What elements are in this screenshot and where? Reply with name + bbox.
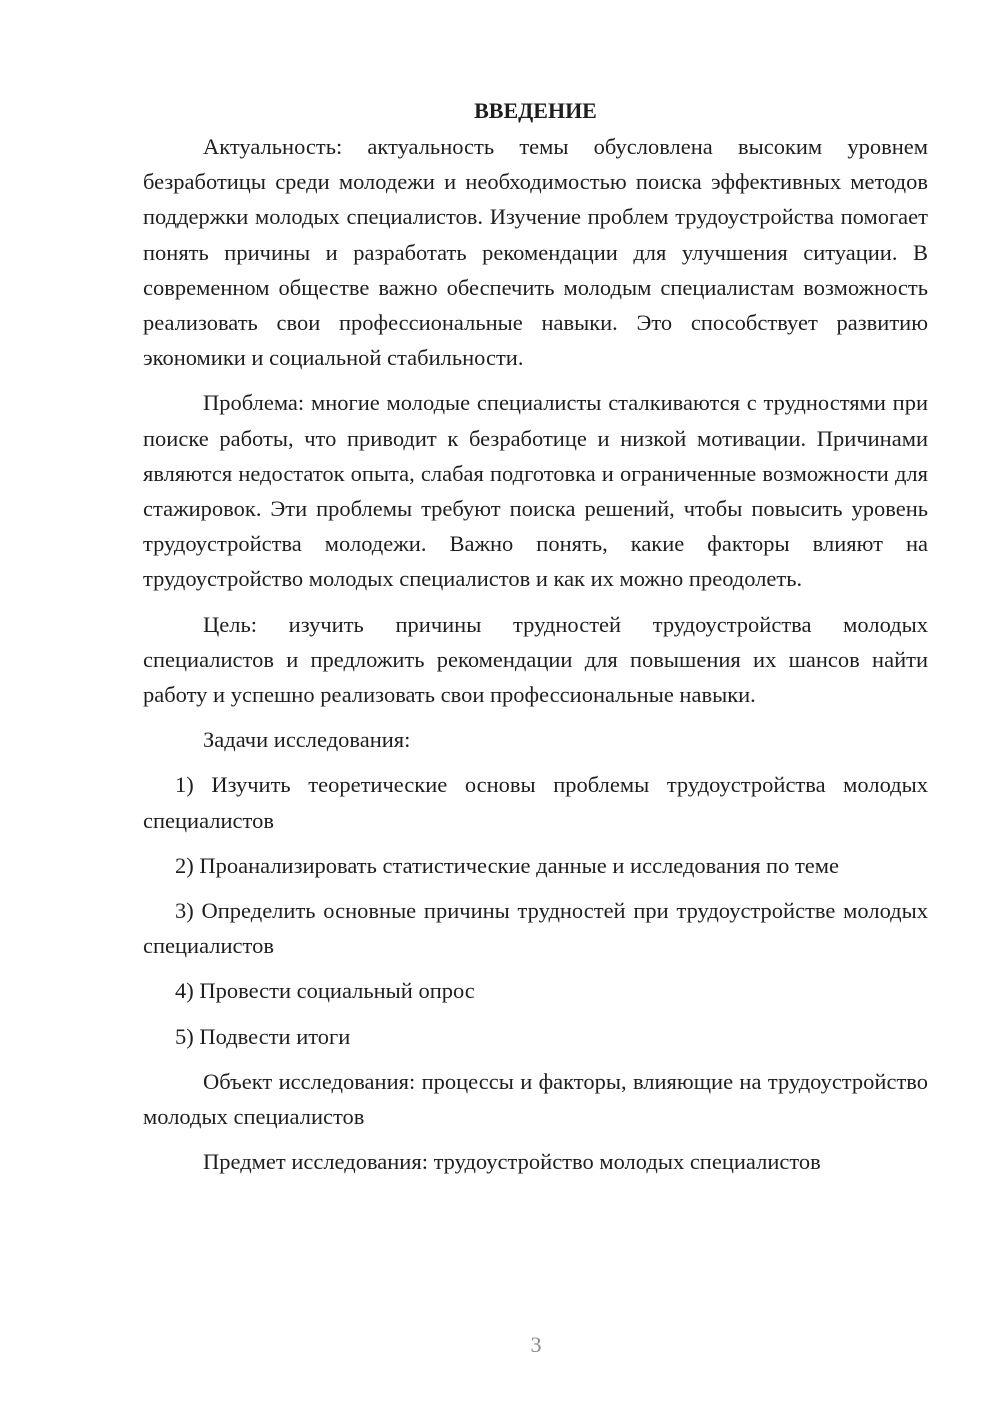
- subject-paragraph: Предмет исследования: трудоустройство молодых специалистов: [203, 1149, 821, 1175]
- document-page: [143, 96, 928, 1189]
- task-item-4: 4) Провести социальный опрос: [175, 978, 475, 1004]
- task-item-2: 2) Проанализировать статистические данные и исследования по теме: [175, 852, 840, 878]
- task-item-5: 5) Подвести итоги: [175, 1023, 351, 1049]
- page-title: ВВЕДЕНИЕ: [474, 98, 597, 123]
- object-paragraph: Объект исследования: процессы и факторы, влияющие на трудоустройство молодых специалистов: [143, 1068, 928, 1130]
- page-number: 3: [530, 1332, 542, 1357]
- relevance-paragraph: Актуальность: актуальность темы обусловлена высоким уровнем безработицы среди молодежи и необходимостью поиска эффективных методов поддержки молодых специалистов. Изучение проблем трудоустройства помогает понять причины и разработать рекомендации для улучшения ситуации. В современном обществе важно обеспечить молодым специалистам возможность реализовать свои профессиональные навыки. Это способствует развитию экономики и социальной стабильности.: [143, 134, 928, 371]
- goal-paragraph: Цель: изучить причины трудностей трудоустройства молодых специалистов и предложить рекомендации для повышения их шансов найти работу и успешно реализовать свои профессиональные навыки.: [143, 611, 928, 708]
- tasks-heading: Задачи исследования:: [203, 727, 411, 753]
- task-item-3: 3) Определить основные причины трудностей при трудоустройстве молодых специалистов: [143, 898, 928, 959]
- task-item-1: 1) Изучить теоретические основы проблемы трудоустройства молодых специалистов: [143, 772, 928, 833]
- problem-paragraph: Проблема: многие молодые специалисты сталкиваются с трудностями при поиске работы, что приводит к безработице и низкой мотивации. Причинами являются недостаток опыта, слабая подготовка и ограниченные возможности для стажировок. Эти проблемы требуют поиска решений, чтобы повысить уровень трудоустройства молодежи. Важно понять, какие факторы влияют на трудоустройство молодых специалистов и как их можно преодолеть.: [143, 390, 928, 592]
